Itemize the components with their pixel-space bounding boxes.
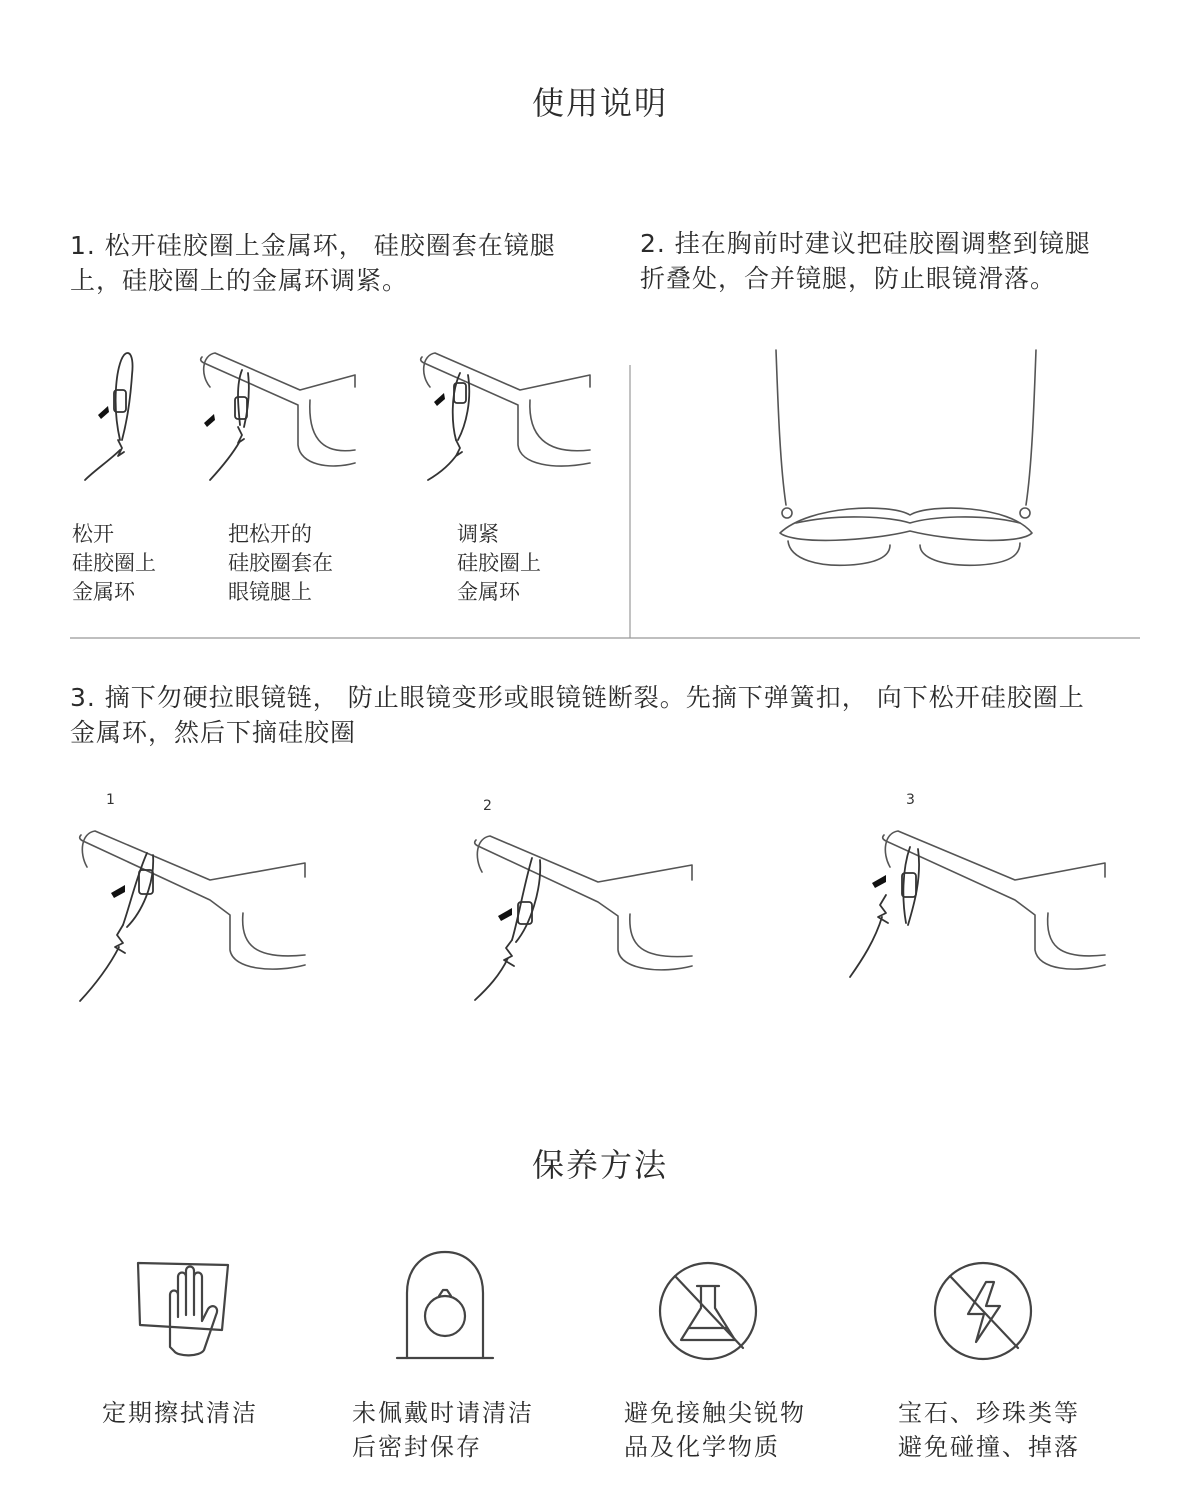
care-label-avoid-impact: 宝石、珍珠类等 避免碰撞、掉落	[898, 1399, 1080, 1461]
step3-number-2: 2	[483, 798, 492, 814]
no-chemical-icon	[655, 1258, 761, 1364]
step3-illustration-1	[75, 825, 315, 1010]
no-impact-icon	[930, 1258, 1036, 1364]
caption-attach: 把松开的 硅胶圈套在 眼镜腿上	[228, 522, 333, 604]
step2-illustration-hanging	[770, 345, 1040, 585]
care-label-avoid-chemicals: 避免接触尖锐物 品及化学物质	[624, 1399, 806, 1461]
care-label-store: 未佩戴时请清洁 后密封保存	[352, 1399, 534, 1461]
step1-line2: 上，硅胶圈上的金属环调紧。	[70, 266, 409, 295]
step2-line2: 折叠处，合并镜腿，防止眼镜滑落。	[640, 264, 1057, 293]
step3-number-1: 1	[106, 792, 115, 808]
step1-illustration-tighten	[400, 345, 600, 495]
hand-wipe-icon	[130, 1255, 240, 1365]
step3-line1: 3. 摘下勿硬拉眼镜链， 防止眼镜变形或眼镜链断裂。先摘下弹簧扣， 向下松开硅胶圈上	[70, 683, 1085, 712]
caption-loosen: 松开 硅胶圈上 金属环	[72, 522, 156, 604]
usage-title: 使用说明	[531, 84, 668, 122]
ring-dome-icon	[395, 1248, 495, 1363]
step1-illustration-attach	[180, 345, 370, 495]
care-title: 保养方法	[531, 1146, 668, 1184]
step3-illustration-3	[850, 825, 1110, 1010]
care-label-wipe: 定期擦拭清洁	[102, 1399, 258, 1427]
step3-illustration-2	[470, 830, 700, 1010]
step2-line1: 2. 挂在胸前时建议把硅胶圈调整到镜腿	[640, 229, 1091, 258]
step3-number-3: 3	[906, 792, 915, 808]
step3-line2: 金属环，然后下摘硅胶圈	[70, 718, 357, 747]
step1-line1: 1. 松开硅胶圈上金属环， 硅胶圈套在镜腿	[70, 231, 556, 260]
caption-tighten: 调紧 硅胶圈上 金属环	[457, 522, 541, 604]
step3-text	[70, 680, 1160, 750]
